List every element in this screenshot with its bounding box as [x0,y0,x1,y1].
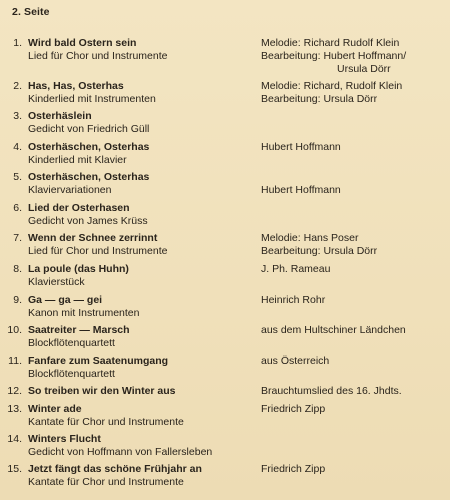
track-credit [261,141,341,154]
track-info [28,171,149,197]
track-number: 4. [13,141,22,153]
track-title: Jetzt fängt das schöne Frühjahr an [28,463,202,475]
track-subtitle: Blockflötenquartett [28,368,115,380]
track-15 [0,463,450,489]
track-info [28,385,176,398]
track-number: 2. [13,80,22,92]
track-title: So treiben wir den Winter aus [28,385,176,397]
track-subtitle: Lied für Chor und Instrumente [28,50,168,62]
track-credit [261,403,325,416]
track-number: 7. [13,232,22,244]
track-number: 6. [13,202,22,214]
track-13 [0,403,450,429]
track-title: Fanfare zum Saatenumgang [28,355,169,367]
track-info [28,37,168,63]
track-subtitle: Kantate für Chor und Instrumente [28,416,184,428]
track-number: 3. [13,110,22,122]
track-subtitle: Blockflötenquartett [28,337,115,349]
track-title: Ga — ga — gei [28,294,103,306]
track-subtitle: Klaviervariationen [28,184,112,196]
track-title: Osterhäschen, Osterhas [28,141,150,153]
credit-line-1: aus Österreich [261,355,330,367]
track-subtitle: Gedicht von James Krüss [28,215,148,227]
credit-line-2: Hubert Hoffmann [261,184,341,196]
track-10 [0,324,450,350]
track-credit [261,355,329,368]
track-subtitle: Kantate für Chor und Instrumente [28,476,184,488]
track-subtitle: Klavierstück [28,276,85,288]
track-title: Winter ade [28,403,82,415]
track-number: 9. [13,294,22,306]
credit-line-1: Melodie: Richard Rudolf Klein [261,37,400,49]
credit-line-2: Bearbeitung: Hubert Hoffmann/ [261,50,407,62]
track-subtitle: Kinderlied mit Instrumenten [28,93,156,105]
credit-line-1: Friedrich Zipp [261,463,326,475]
track-8 [0,263,450,289]
track-info [28,324,130,350]
track-credit [261,294,325,307]
credit-line-1: Brauchtumslied des 16. Jhdts. [261,385,402,397]
track-number: 12. [7,385,22,397]
track-7 [0,232,450,258]
track-credit [261,263,330,276]
track-5 [0,171,450,197]
track-title: Saatreiter — Marsch [28,324,130,336]
track-info [28,403,184,429]
track-subtitle: Gedicht von Friedrich Güll [28,123,150,135]
track-info [28,80,156,106]
track-number: 1. [13,37,22,49]
credit-line-2: Bearbeitung: Ursula Dörr [261,245,378,257]
track-credit [261,184,341,197]
track-subtitle: Kanon mit Instrumenten [28,307,140,319]
credit-line-1: J. Ph. Rameau [261,263,331,275]
track-info [28,294,139,320]
track-info [28,263,129,289]
track-1 [0,37,450,75]
credit-line-1: Melodie: Richard, Rudolf Klein [261,80,403,92]
track-credit [261,80,402,106]
track-info [28,110,149,136]
track-number: 15. [7,463,22,475]
track-credit [261,37,406,76]
track-credit [261,324,406,337]
track-title: Lied der Osterhasen [28,202,130,214]
track-number: 13. [7,403,22,415]
track-title: Osterhäslein [28,110,92,122]
track-credit [261,232,377,258]
credit-line-3: Ursula Dörr [337,63,391,75]
track-4 [0,141,450,167]
track-info [28,433,212,459]
track-title: Wird bald Ostern sein [28,37,137,49]
track-title: Wenn der Schnee zerrinnt [28,232,158,244]
track-title: La poule (das Huhn) [28,263,129,275]
track-number: 14. [7,433,22,445]
track-11 [0,355,450,381]
track-6 [0,202,450,228]
track-subtitle: Gedicht von Hoffmann von Fallersleben [28,446,213,458]
track-info [28,202,148,228]
track-9 [0,294,450,320]
track-subtitle: Kinderlied mit Klavier [28,154,127,166]
track-info [28,141,149,167]
track-number: 10. [7,324,22,336]
credit-line-1: Heinrich Rohr [261,294,326,306]
track-subtitle: Lied für Chor und Instrumente [28,245,168,257]
track-3 [0,110,450,136]
credit-line-1: Friedrich Zipp [261,403,326,415]
side-label: 2. Seite [12,6,50,18]
credit-line-1: aus dem Hultschiner Ländchen [261,324,406,336]
credit-line-1: Hubert Hoffmann [261,141,341,153]
track-credit [261,385,402,398]
track-info [28,463,202,489]
credit-line-2: Bearbeitung: Ursula Dörr [261,93,378,105]
track-number: 11. [8,355,22,367]
track-credit [261,463,325,476]
track-title: Osterhäschen, Osterhas [28,171,150,183]
track-number: 8. [13,263,22,275]
track-title: Has, Has, Osterhas [28,80,124,92]
track-info [28,232,168,258]
track-title: Winters Flucht [28,433,101,445]
track-2 [0,80,450,106]
track-14 [0,433,450,459]
credit-line-1: Melodie: Hans Poser [261,232,359,244]
track-info [28,355,168,381]
track-number: 5. [13,171,22,183]
